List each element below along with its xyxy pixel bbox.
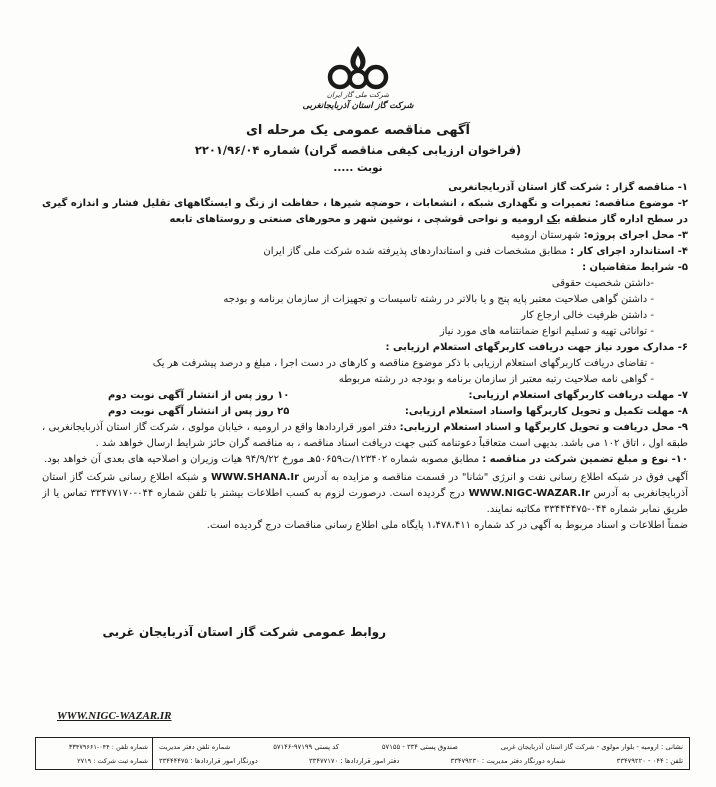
item-label: ۳- محل اجرای پروژه: xyxy=(583,230,688,241)
item-label: ۱- مناقصه گزار : xyxy=(605,182,688,193)
logo-province-company: شرکت گاز استان آذربایجانغربی xyxy=(302,101,414,111)
item-label: ۵- شرایط متقاضیان : xyxy=(582,262,688,273)
publication-notice xyxy=(42,470,688,518)
logo-company-name: شرکت ملی گاز ایران xyxy=(326,91,390,99)
notice-text: آگهی فوق در شبکه اطلاع رسانی نفت و انرژی "شانا" در قسمت مناقصه و مزایده به آدرس xyxy=(302,472,688,483)
tender-portal-note: ضمناً اطلاعات و اسناد مربوط به آگهی در کد شماره ۱،۴۷۸،۴۱۱ پایگاه ملی اطلاع رسانی مناقصات درج گردیده است. xyxy=(206,520,688,531)
item-text: مطابق مصوبه شماره ۱۲۳۴۰۲/ت۵۰۶۵۹هـ مورخ ۹۴/۹/۲۲ هیات وزیران و اصلاحیه های بعدی آن خواهد بود. xyxy=(44,454,480,465)
item-6-required-documents xyxy=(42,340,688,388)
footer-office-number: شماره تلفن : ۰۴۴-۳۳۴۷۹۶۶۱ xyxy=(68,743,148,751)
item-3-project-location xyxy=(42,228,688,244)
website-url: WWW.NIGC-WAZAR.IR xyxy=(57,710,172,722)
notice-body xyxy=(42,180,688,612)
company-logo xyxy=(298,44,418,112)
item-10-guarantee xyxy=(42,452,688,468)
list-item: - داشتن گواهی صلاحیت معتبر پایه پنج و یا بالاتر در رشته تاسیسات و تجهیزات از سازمان برنامه و بودجه xyxy=(223,294,654,305)
nigc-emblem-icon xyxy=(318,44,398,90)
deadline-value: ۲۵ روز پس از انتشار آگهی نوبت دوم xyxy=(108,406,290,417)
item-text: شهرستان ارومیه xyxy=(510,230,581,241)
footer-contracts-phone: دفتر امور قراردادها : ۳۳۴۷۷۱۷۰ xyxy=(309,757,400,765)
footer-mgmt-fax: شماره دورنگار دفتر مدیریت : ۳۳۴۷۹۲۳۰ xyxy=(450,757,566,765)
shana-url: WWW.SHANA.Ir xyxy=(210,472,300,483)
list-item: - توانائی تهیه و تسلیم انواع ضمانتنامه های مورد نیاز xyxy=(439,326,654,337)
list-item: - تقاضای دریافت کاربرگهای استعلام ارزیابی با ذکر موضوع مناقصه و کارهای در دست اجرا ، مبلغ و درصد پیشرفت هر یک xyxy=(152,358,654,369)
contact-footer xyxy=(35,737,690,770)
item-label: ۸- مهلت تکمیل و تحویل کاربرگها واسناد استعلام ارزیابی: xyxy=(404,406,688,417)
item-emphasis: یک xyxy=(546,214,561,225)
item-1-tender-organizer xyxy=(42,180,688,196)
footer-postal-code: کد پستی ۹۷۱۹۹-۵۷۱۴۶ xyxy=(273,743,339,751)
footer-address-cell xyxy=(153,738,689,769)
footer-registration-cell xyxy=(36,738,153,769)
item-text: دفتر امور قراردادها واقع در ارومیه ، خیابان مولوی ، شرکت گاز استان آذربایجانغربی ، طبقه اول ، اتاق ۱۰۲ می باشد. بدیهی است متعاقباً دعوتنامه کتبی جهت دریافت اسناد مناقصه ، به مناقصه گران حائز شرایط ارسال خواهد شد . xyxy=(42,422,688,449)
item-text: شرکت گاز استان آذربایجانغربی xyxy=(448,182,603,193)
company-url: WWW.NIGC-WAZAR.Ir xyxy=(468,488,590,499)
notice-text: و شبکه اطلاع رسانی شرکت گاز استان آذربایجانغربی به آدرس xyxy=(42,472,688,499)
item-label: ۶- مدارک مورد نیاز جهت دریافت کاربرگهای استعلام ارزیابی : xyxy=(385,342,688,353)
item-text: تعمیرات و نگهداری شبکه ، انشعابات ، حوضچه شیرها ، حفاظت از زنگ و ایستگاههای تقلیل فشار و اندازه گیری در سطح اداره گاز منطقه xyxy=(42,198,688,225)
item-2-tender-subject xyxy=(42,196,688,228)
item-label: ۲- موضوع مناقصه: xyxy=(594,198,688,209)
item-label: ۴- استاندارد اجرای کار : xyxy=(570,246,688,257)
item-8-submission-deadline xyxy=(42,404,688,420)
notice-subtitle: (فراخوان ارزیابی کیفی مناقصه گران) شماره ۲۲۰۱/۹۶/۰۴ xyxy=(194,143,522,157)
public-relations-signature: روابط عمومی شرکت گاز استان آذربایجان غربی xyxy=(102,625,386,639)
footer-line-2 xyxy=(159,754,683,768)
item-5-applicant-conditions xyxy=(42,260,688,340)
item-9-delivery-location xyxy=(42,420,688,452)
footer-registration: شماره ثبت شرکت : ۲۷۱۹ xyxy=(77,757,148,765)
item-text: مطابق مشخصات فنی و استانداردهای پذیرفته شده شرکت ملی گاز ایران xyxy=(263,246,567,257)
list-item: - گواهی نامه صلاحیت رتبه معتبر از سازمان برنامه و بودجه در رشته مربوطه xyxy=(338,374,654,385)
footer-contracts-fax: دورنگار امور قراردادها : ۳۳۴۴۴۴۷۵ xyxy=(159,757,258,765)
footer-address: نشانی : ارومیه - بلوار مولوی - شرکت گاز استان آذربایجان غربی xyxy=(500,743,683,751)
deadline-value: ۱۰ روز پس از انتشار آگهی نوبت دوم xyxy=(108,390,290,401)
item-4-work-standard xyxy=(42,244,688,260)
footer-phone: تلفن : ۰۴۴ - ۳۳۴۷۹۲۲۰ xyxy=(616,757,683,765)
item-7-receipt-deadline xyxy=(42,388,688,404)
item-label: ۷- مهلت دریافت کاربرگهای استعلام ارزیابی: xyxy=(468,390,688,401)
list-item: - داشتن ظرفیت خالی ارجاع کار xyxy=(521,310,654,321)
notice-text: درج گردیده است. درصورت لزوم به کسب اطلاعات بیشتر با تلفن شماره ۰۴۴-۳۳۴۷۷۱۷۰ تماس یا از طریق نمابر شماره ۰۴۴-۳۳۴۴۴۴۷۵ مکاتبه نمایند. xyxy=(42,488,688,515)
item-text: ارومیه و نواحی قوشچی ، نوشین شهر و محورهای صنعتی و روستاهای تابعه xyxy=(169,214,544,225)
footer-po-box: صندوق پستی ۳۳۴ - ۵۷۱۵۵ xyxy=(381,743,458,751)
footer-line-1 xyxy=(159,740,683,754)
list-item: -داشتن شخصیت حقوقی xyxy=(551,278,654,289)
item-label: ۹- محل دریافت و تحویل کاربرگها و اسناد استعلام ارزیابی: xyxy=(399,422,688,433)
item-label: ۱۰- نوع و مبلغ تضمین شرکت در مناقصه : xyxy=(482,454,688,465)
notice-round: نوبت ..... xyxy=(333,162,383,174)
footer-mgmt-phone-label: شماره تلفن دفتر مدیریت xyxy=(159,743,231,751)
notice-title: آگهی مناقصه عمومی یک مرحله ای xyxy=(245,123,471,138)
